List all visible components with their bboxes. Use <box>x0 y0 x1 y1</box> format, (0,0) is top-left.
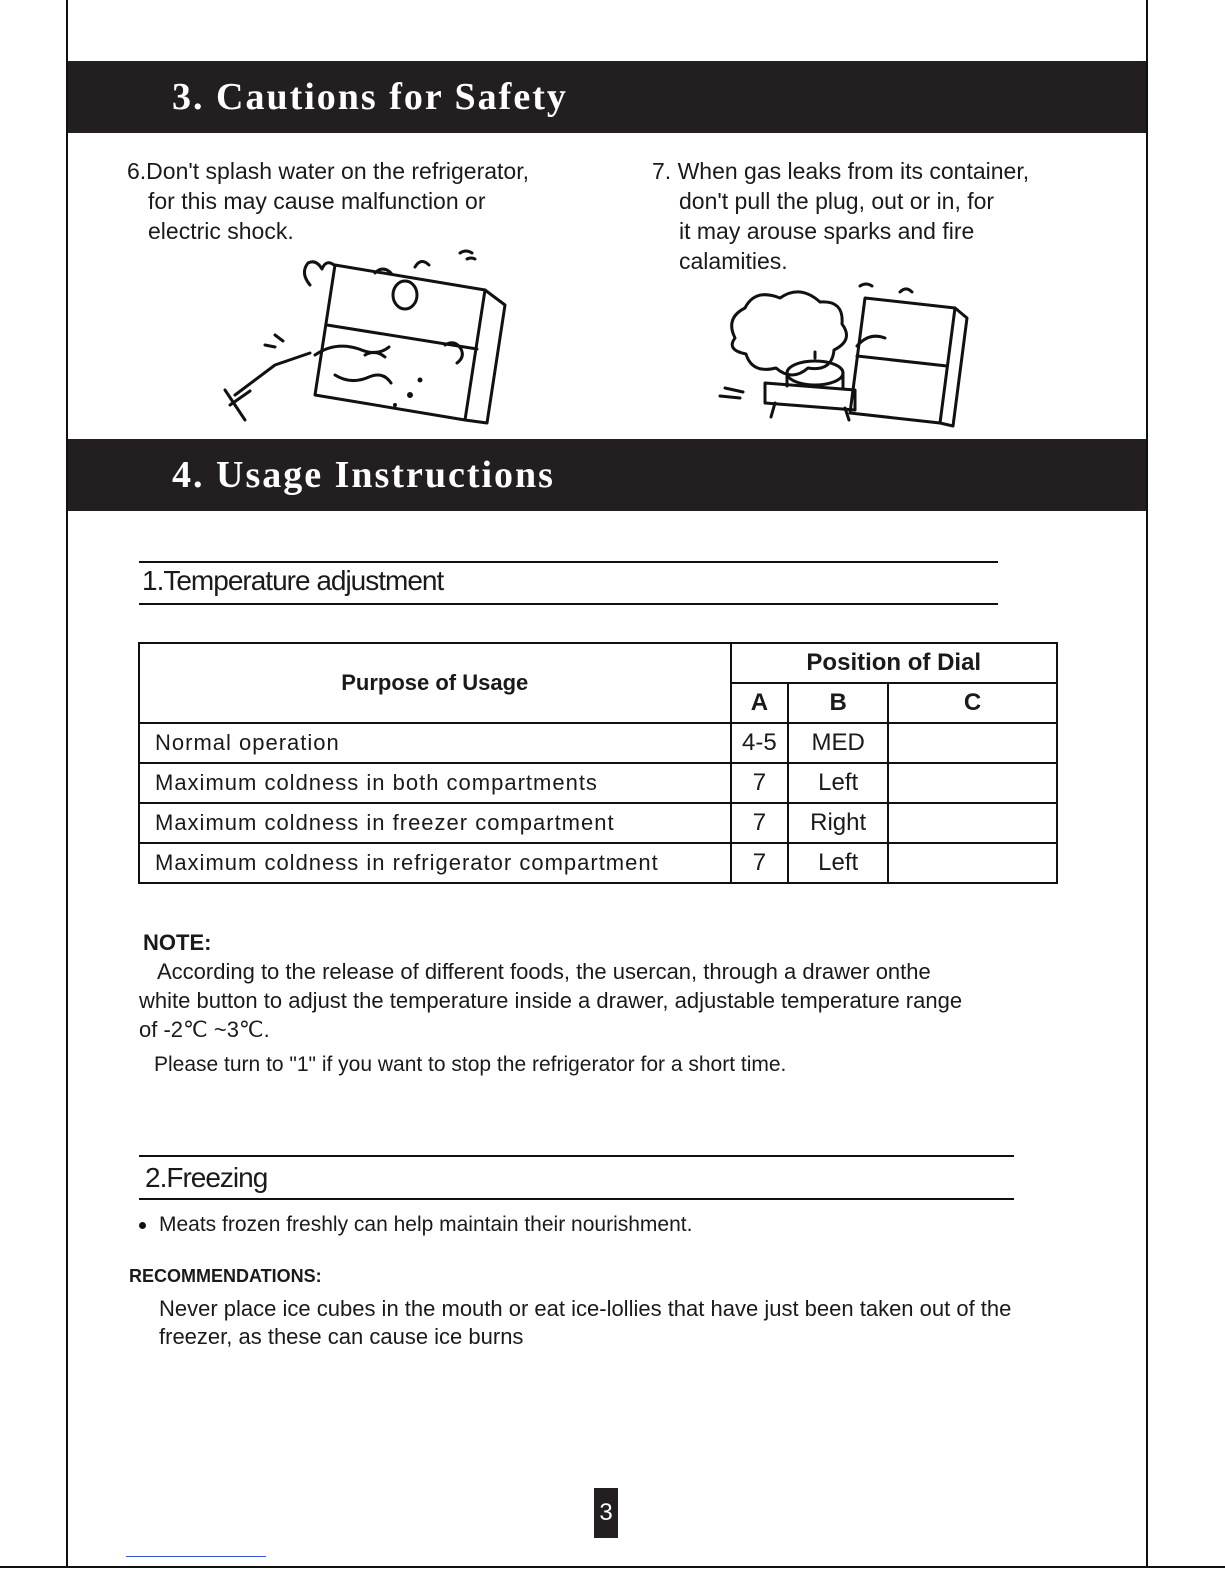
note-title: NOTE: <box>143 930 212 955</box>
dial-position-table <box>138 642 1058 884</box>
freezing-heading: 2.Freezing <box>145 1162 268 1193</box>
row-purpose: Maximum coldness in refrigerator compartment <box>139 843 731 883</box>
row-value-a: 7 <box>731 763 789 803</box>
caution-7-line-2: don't pull the plug, out or in, for <box>679 188 995 214</box>
caution-item-7 <box>652 156 1029 276</box>
freezing-bullet-text: Meats frozen freshly can help maintain their nourishment. <box>159 1213 693 1236</box>
link-underline <box>126 1556 266 1557</box>
water-splash-illustration <box>215 245 515 425</box>
caution-7-line-4: calamities. <box>679 248 788 274</box>
caution-6-line-2: for this may cause malfunction or <box>148 188 486 214</box>
recommendations-title: RECOMMENDATIONS: <box>129 1266 322 1286</box>
page-frame-bottom <box>0 1566 1225 1568</box>
temperature-heading-rule-top <box>139 561 998 563</box>
note-line-4: Please turn to "1" if you want to stop the refrigerator for a short time. <box>154 1053 787 1076</box>
page-frame-left <box>66 0 68 1568</box>
freezing-heading-rule-top <box>139 1155 1014 1157</box>
safety-section-banner <box>68 61 1146 133</box>
note-body <box>139 957 962 1044</box>
table-row <box>139 763 1057 803</box>
note-line-1: According to the release of different foods, the usercan, through a drawer onthe <box>157 959 931 984</box>
table-row <box>139 723 1057 763</box>
column-c-header: C <box>888 683 1057 723</box>
temperature-heading-rule-bottom <box>139 603 998 605</box>
position-header: Position of Dial <box>731 643 1057 683</box>
freezing-bullet <box>159 1210 692 1240</box>
row-value-c <box>888 843 1057 883</box>
row-value-b: Right <box>788 803 888 843</box>
row-value-a: 4-5 <box>731 723 789 763</box>
gas-leak-illustration <box>705 278 975 428</box>
page-number: 3 <box>594 1488 618 1538</box>
caution-7-line-3: it may arouse sparks and fire <box>679 218 975 244</box>
row-value-c <box>888 803 1057 843</box>
caution-item-6 <box>127 156 529 246</box>
freezing-heading-rule-bottom <box>139 1198 1014 1200</box>
row-value-c <box>888 763 1057 803</box>
row-purpose: Normal operation <box>139 723 731 763</box>
note-stop-instruction <box>154 1050 786 1080</box>
row-value-b: Left <box>788 763 888 803</box>
row-purpose: Maximum coldness in both compartments <box>139 763 731 803</box>
usage-section-banner <box>68 439 1146 511</box>
note-line-2: white button to adjust the temperature inside a drawer, adjustable temperature range <box>139 988 963 1013</box>
note-line-3: of -2℃ ~3℃. <box>139 1017 270 1042</box>
row-value-a: 7 <box>731 843 789 883</box>
table-row <box>139 843 1057 883</box>
bullet-dot-icon <box>139 1222 146 1229</box>
recommendations-body <box>159 1295 1011 1351</box>
recommendations-line-2: freezer, as these can cause ice burns <box>159 1324 524 1349</box>
safety-section-title: 3. Cautions for Safety <box>172 76 568 118</box>
row-value-b: MED <box>788 723 888 763</box>
column-a-header: A <box>731 683 789 723</box>
row-purpose: Maximum coldness in freezer compartment <box>139 803 731 843</box>
usage-section-title: 4. Usage Instructions <box>172 454 555 496</box>
row-value-b: Left <box>788 843 888 883</box>
row-value-c <box>888 723 1057 763</box>
caution-7-line-1: 7. When gas leaks from its container, <box>652 158 1030 184</box>
page-frame-right <box>1146 0 1148 1568</box>
temperature-heading: 1.Temperature adjustment <box>142 565 444 596</box>
caution-6-line-3: electric shock. <box>148 218 294 244</box>
purpose-header: Purpose of Usage <box>139 643 731 723</box>
caution-6-line-1: 6.Don't splash water on the refrigerator, <box>127 158 529 184</box>
row-value-a: 7 <box>731 803 789 843</box>
column-b-header: B <box>788 683 888 723</box>
table-row <box>139 803 1057 843</box>
recommendations-line-1: Never place ice cubes in the mouth or eat ice-lollies that have just been taken out of the <box>159 1296 1012 1321</box>
table-header-row <box>139 643 1057 683</box>
